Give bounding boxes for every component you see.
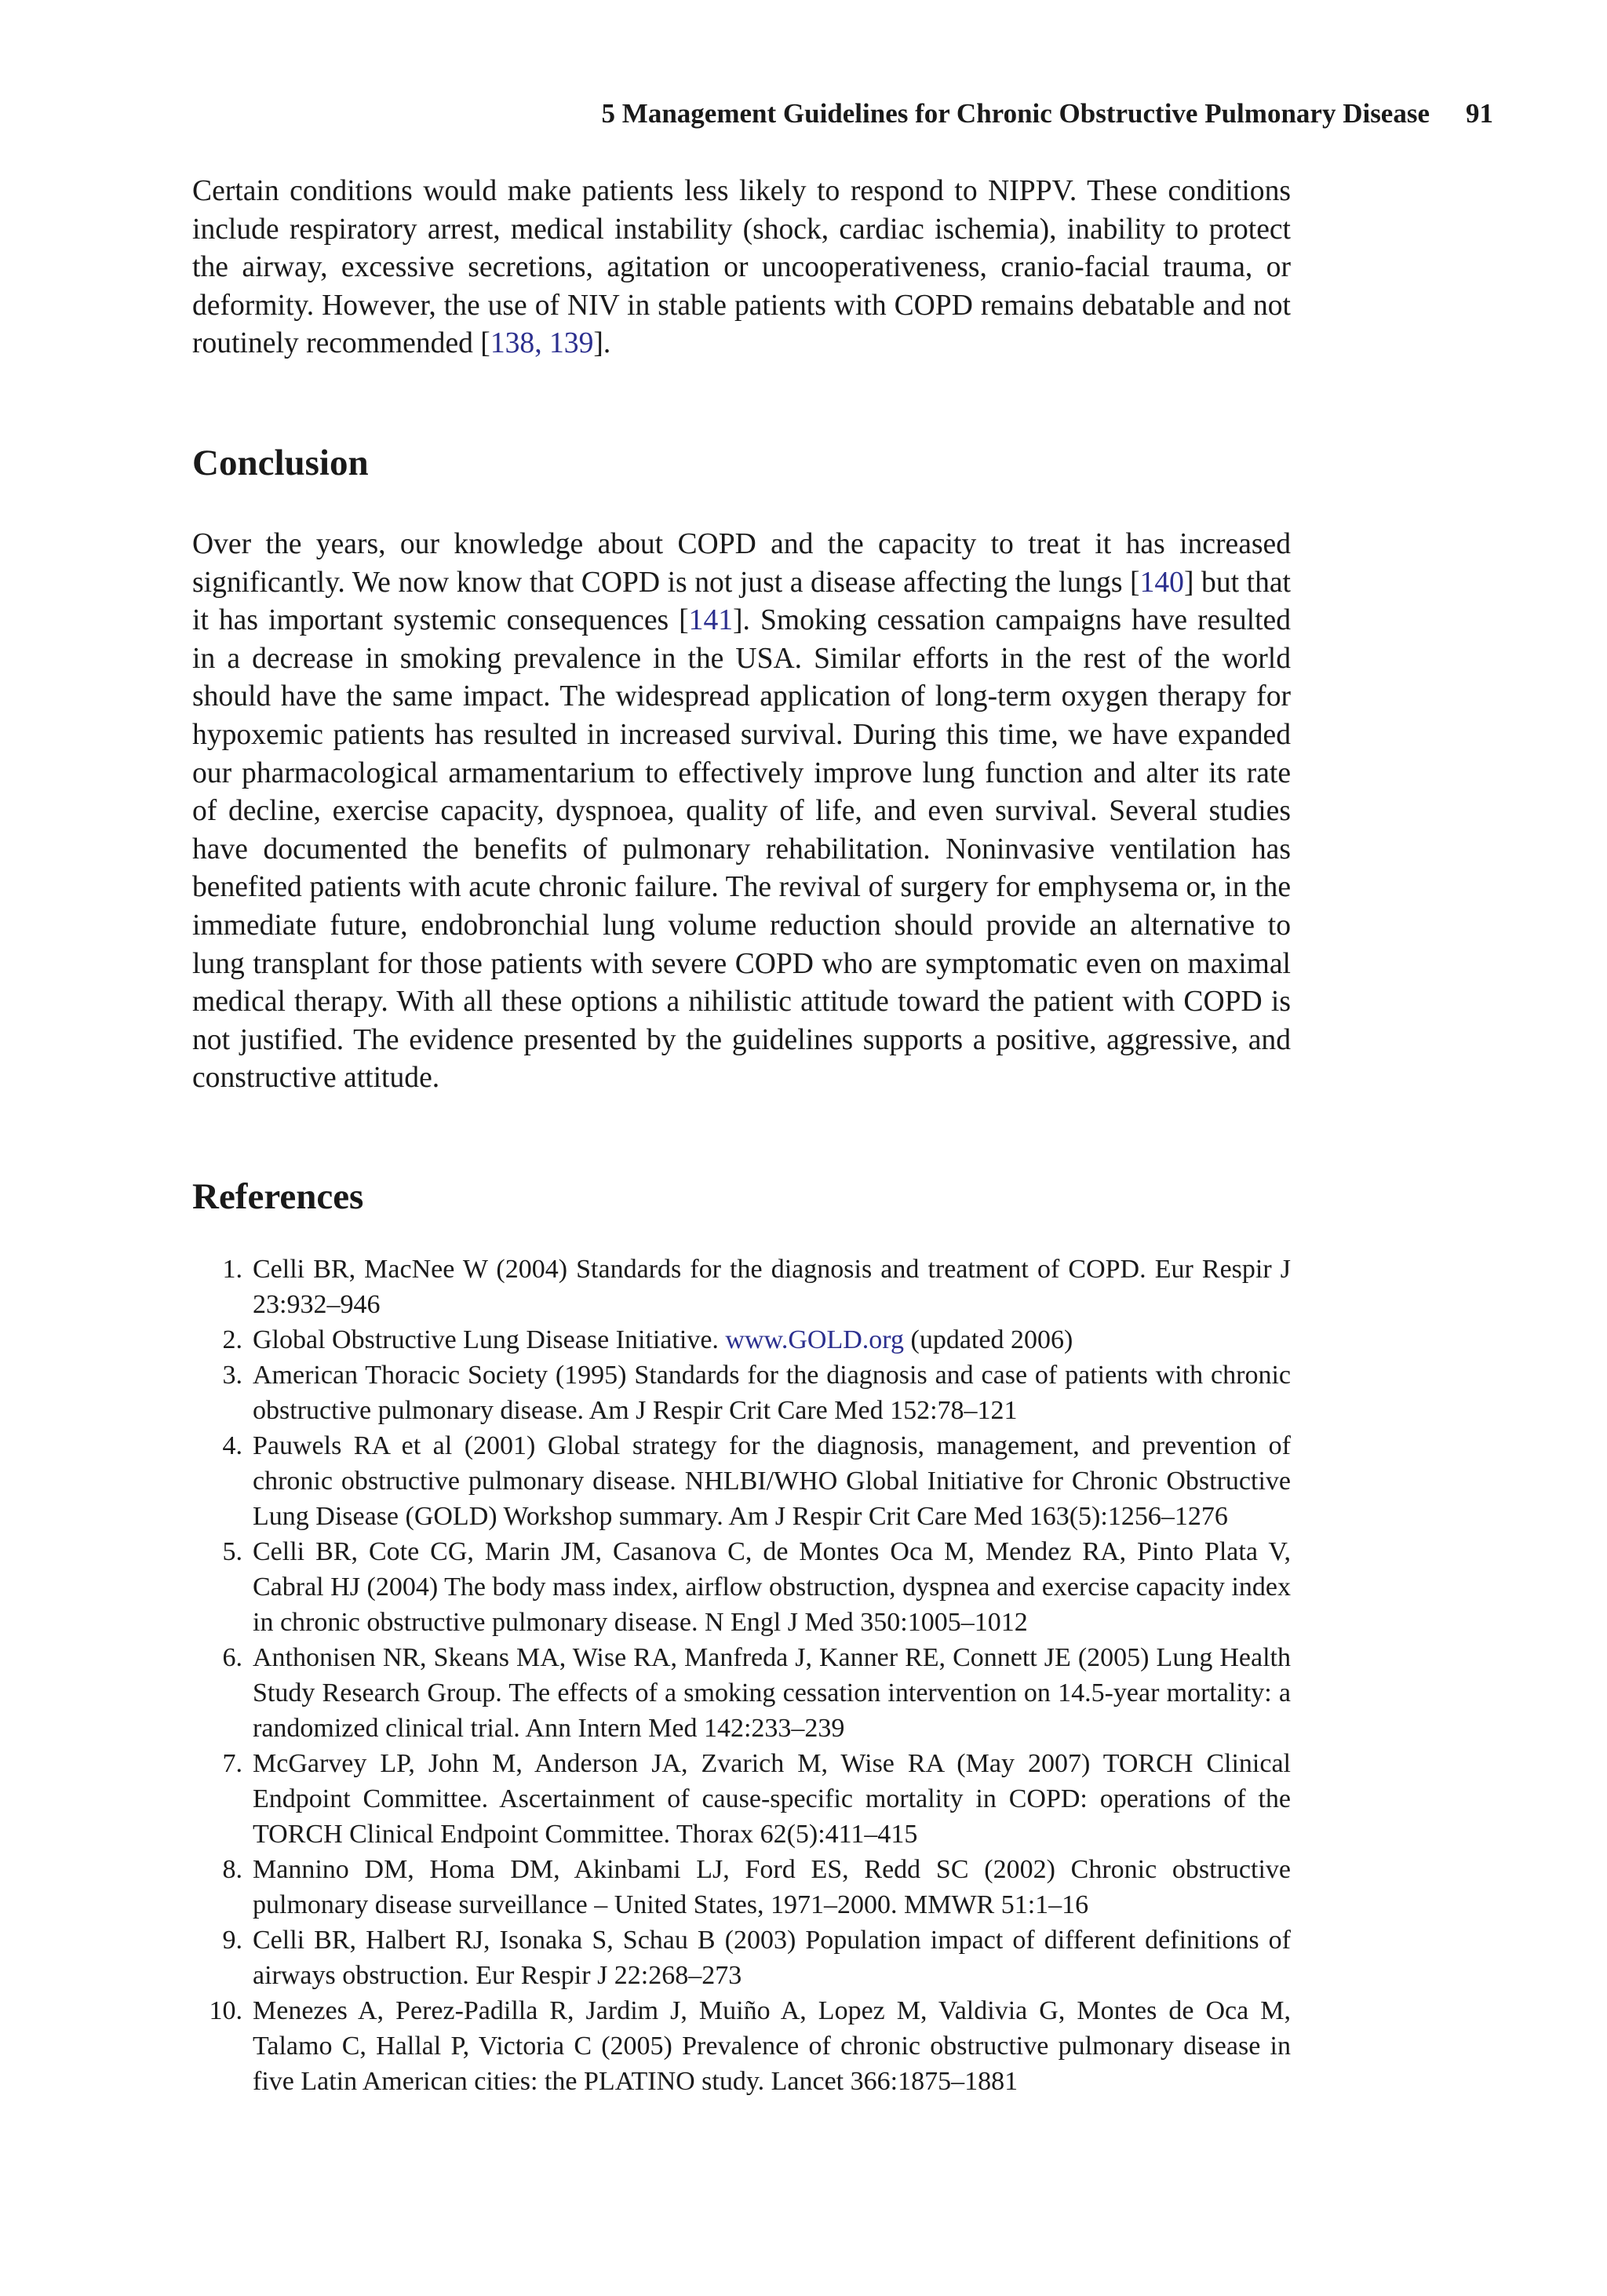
reference-text: Celli BR, MacNee W (2004) Standards for the diagnosis and treatment of COPD. Eur Respir J 23:932–946: [253, 1255, 1291, 1319]
reference-item: [192, 1534, 1291, 1640]
reference-text: McGarvey LP, John M, Anderson JA, Zvarich M, Wise RA (May 2007) TORCH Clinical Endpoint Committee. Ascertainment of cause-specific mortality in COPD: operations of the TORCH Clinical Endpoint Committee. Thorax 62(5):411–415: [253, 1749, 1291, 1849]
reference-text: Celli BR, Halbert RJ, Isonaka S, Schau B (2003) Population impact of different definitions of airways obstruction. Eur Respir J 22:268–273: [253, 1926, 1291, 1990]
intro-paragraph: [192, 173, 1291, 363]
reference-item: [192, 1428, 1291, 1534]
reference-item: [192, 1322, 1291, 1358]
reference-item: [192, 1252, 1291, 1322]
reference-list: [192, 1252, 1291, 2099]
reference-number: 2.: [222, 1325, 242, 1354]
intro-text-after-ref: ].: [593, 327, 611, 360]
running-head: [602, 93, 1493, 135]
reference-number: 6.: [222, 1643, 242, 1672]
gold-website-link[interactable]: www.GOLD.org: [725, 1325, 904, 1354]
conclusion-paragraph: [192, 526, 1291, 1098]
citation-link-141[interactable]: 141: [688, 604, 734, 637]
reference-number: 9.: [222, 1926, 242, 1955]
reference-item: [192, 1993, 1291, 2099]
references-heading: References: [192, 1176, 364, 1217]
reference-number: 7.: [222, 1749, 242, 1778]
reference-number: 3.: [222, 1361, 242, 1390]
reference-number: 1.: [222, 1255, 242, 1284]
intro-section: [192, 173, 1291, 363]
reference-item: [192, 1358, 1291, 1428]
reference-text: American Thoracic Society (1995) Standards for the diagnosis and case of patients with chronic obstructive pulmonary disease. Am J Respir Crit Care Med 152:78–121: [253, 1361, 1291, 1425]
intro-text-before-ref: Certain conditions would make patients less likely to respond to NIPPV. These conditions include respiratory arrest, medical instability (shock, cardiac ischemia), inability to protect the airway, excessive secretions, agitation or uncooperativeness, cranio-facial trauma, or deformity. However, the use of NIV in stable patients with COPD remains debatable and not routinely recommended [: [192, 175, 1291, 360]
reference-text: Anthonisen NR, Skeans MA, Wise RA, Manfreda J, Kanner RE, Connett JE (2005) Lung Health Study Research Group. The effects of a smoking cessation intervention on 14.5-year mortality: a randomized clinical trial. Ann Intern Med 142:233–239: [253, 1643, 1291, 1743]
conclusion-text-part1: Over the years, our knowledge about COPD and the capacity to treat it has increased significantly. We now know that COPD is not just a disease affecting the lungs [: [192, 528, 1291, 599]
reference-item: [192, 1852, 1291, 1922]
conclusion-text-part2: ] but that it has important systemic consequences [: [192, 566, 1291, 637]
reference-item: [192, 1746, 1291, 1852]
reference-item: [192, 1922, 1291, 1993]
reference-number: 8.: [222, 1855, 242, 1884]
reference-text: Celli BR, Cote CG, Marin JM, Casanova C, de Montes Oca M, Mendez RA, Pinto Plata V, Cabral HJ (2004) The body mass index, airflow obstruction, dyspnea and exercise capacity index in chronic obstructive pulmonary disease. N Engl J Med 350:1005–1012: [253, 1537, 1291, 1637]
reference-number: 10.: [209, 1996, 242, 2025]
running-head-title: 5 Management Guidelines for Chronic Obstructive Pulmonary Disease: [601, 98, 1430, 129]
reference-number: 4.: [222, 1431, 242, 1460]
reference-item: [192, 1640, 1291, 1746]
conclusion-heading: Conclusion: [192, 443, 369, 483]
references-section: [192, 1173, 1291, 2099]
reference-number: 5.: [222, 1537, 242, 1566]
reference-text: (updated 2006): [904, 1325, 1073, 1354]
reference-text: Pauwels RA et al (2001) Global strategy for the diagnosis, management, and prevention of chronic obstructive pulmonary disease. NHLBI/WHO Global Initiative for Chronic Obstructive Lung Disease (GOLD) Workshop summary. Am J Respir Crit Care Med 163(5):1256–1276: [253, 1431, 1291, 1531]
reference-text: Mannino DM, Homa DM, Akinbami LJ, Ford ES, Redd SC (2002) Chronic obstructive pulmonary disease surveillance – United States, 1971–2000. MMWR 51:1–16: [253, 1855, 1291, 1919]
reference-text: Menezes A, Perez-Padilla R, Jardim J, Muiño A, Lopez M, Valdivia G, Montes de Oca M, Talamo C, Hallal P, Victoria C (2005) Prevalence of chronic obstructive pulmonary disease in five Latin American cities: the PLATINO study. Lancet 366:1875–1881: [253, 1996, 1291, 2096]
conclusion-section: [192, 439, 1291, 1098]
conclusion-text-part3: ]. Smoking cessation campaigns have resulted in a decrease in smoking prevalence in the USA. Similar efforts in the rest of the world should have the same impact. The widespread application of long-term oxygen therapy for hypoxemic patients has resulted in increased survival. During this time, we have expanded our pharmacological armamentarium to effectively improve lung function and alter its rate of decline, exercise capacity, dyspnoea, quality of life, and even survival. Several studies have documented the benefits of pulmonary rehabilitation. Noninvasive ventilation has benefited patients with acute chronic failure. The revival of surgery for emphysema or, in the immediate future, endobronchial lung volume reduction should provide an alternative to lung transplant for those patients with severe COPD who are symptomatic even on maximal medical therapy. With all these options a nihilistic attitude toward the patient with COPD is not justified. The evidence presented by the guidelines supports a positive, aggressive, and constructive attitude.: [192, 604, 1291, 1095]
page-number: 91: [1466, 98, 1493, 129]
reference-text: Global Obstructive Lung Disease Initiative.: [253, 1325, 726, 1354]
citation-link-138-139[interactable]: 138, 139: [490, 327, 594, 360]
citation-link-140[interactable]: 140: [1139, 566, 1184, 599]
